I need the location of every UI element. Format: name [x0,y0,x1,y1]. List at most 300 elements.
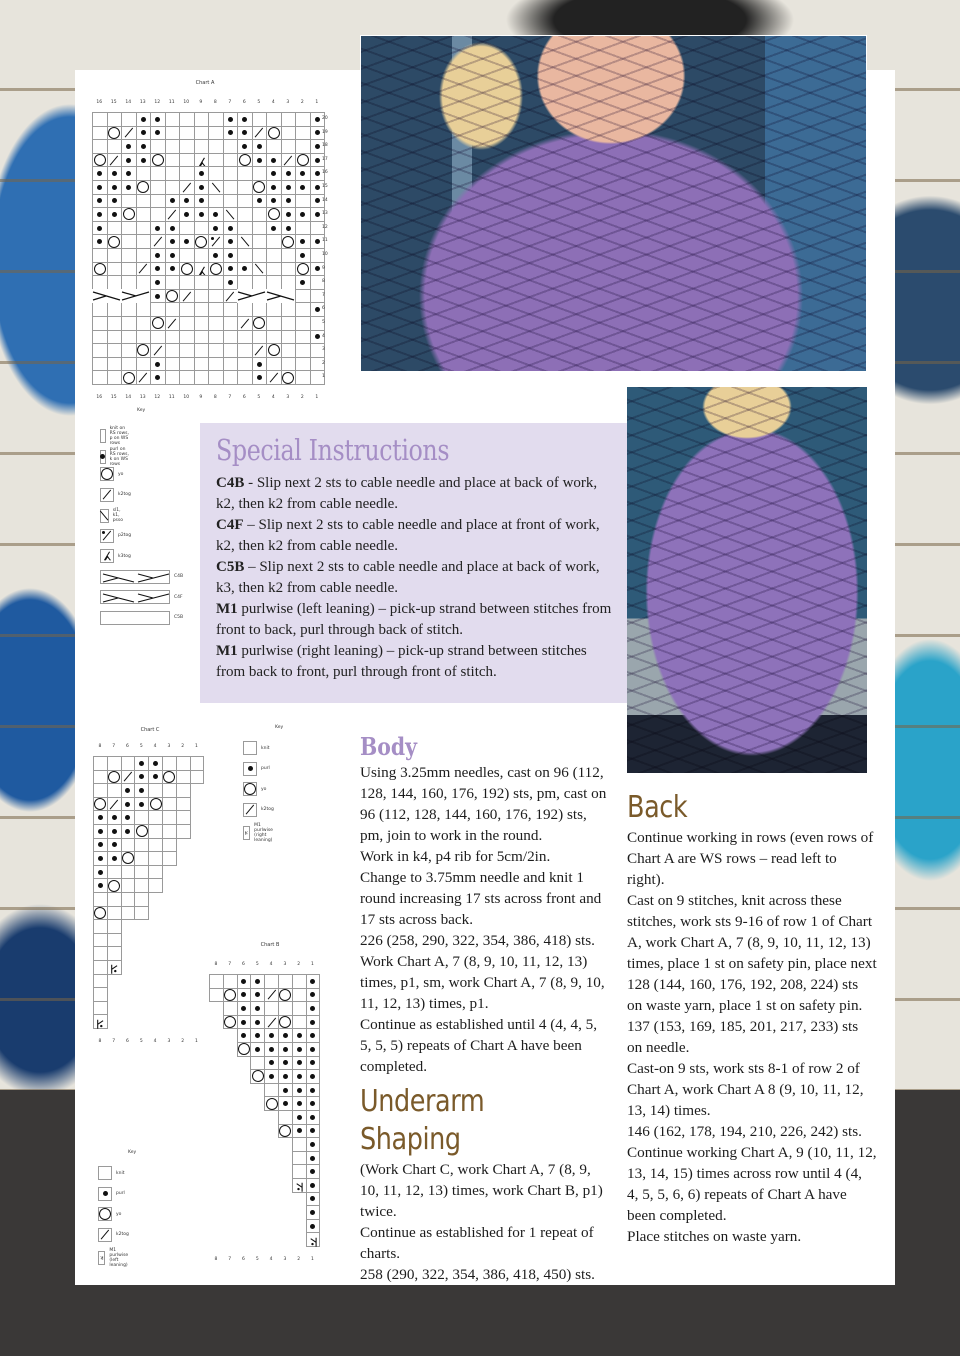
chart-cell [208,112,224,127]
chart-cell [208,153,224,168]
.-symbol-icon [293,1029,306,1042]
/-symbol-icon [99,1229,111,1241]
row-number: 3 [322,347,325,353]
purl-dot-icon [283,1088,288,1093]
chart-cell [165,166,181,181]
yarn-over-icon [238,1043,250,1055]
purl-dot-icon [125,788,130,793]
key-item [100,488,131,502]
paragraph: Continue as established for 1 repeat of charts. [360,1224,594,1262]
chart-cell [264,974,279,989]
chart-cell [237,988,252,1003]
key-label: purl on RS rows, k on WS rows [109,446,129,467]
purl-dot-icon [300,185,305,190]
column-number: 3 [286,100,290,105]
chart-cell [121,180,137,195]
o-symbol-icon [108,235,122,248]
column-number: 2 [181,1039,185,1044]
chart-cell [250,974,265,989]
purl-dot-icon [211,237,214,240]
.-symbol-icon [251,1002,264,1015]
chart-cell [223,343,239,358]
.-symbol-icon [224,222,238,235]
o-symbol-icon [267,208,281,221]
purl-dot-icon [97,212,102,217]
key-label: yo [116,1211,122,1217]
chart-cell [266,275,282,290]
/-symbol-icon [137,263,151,276]
instruction-text: – Slip next 2 sts to cable needle and place at back of work, k3, then k2 from cable needle. [216,559,600,596]
chart-cell [92,370,108,385]
o-symbol-icon [122,371,136,384]
chart-cell [121,207,137,222]
o-symbol-icon [151,317,165,330]
chart-cell [136,112,152,127]
purl-dot-icon [269,1074,274,1079]
chart-cell [121,783,136,798]
yarn-over-icon [152,154,164,166]
chart-cell [208,357,224,372]
purl-dot-icon [112,842,117,847]
.-symbol-icon [296,167,310,180]
key-item [243,782,266,796]
chart-cell [208,234,224,249]
chart-cell [295,248,311,263]
instruction-term: C4B [216,475,245,491]
purl-dot-icon [228,253,233,258]
purl-dot-icon [310,1006,315,1011]
chart-cell [121,302,137,317]
chart-cell [295,166,311,181]
chart-cell [278,1069,293,1084]
chart-cell [250,1069,265,1084]
purl-dot-icon [283,1074,288,1079]
chart-cell [266,302,282,317]
chart-c-column-numbers-top [93,744,203,749]
chart-cell [162,824,177,839]
chart-c-title: Chart C [140,727,160,733]
purl-dot-icon [170,226,175,231]
.-symbol-icon [253,195,267,208]
key-symbol-box [243,762,257,776]
.-symbol-icon [282,222,296,235]
chart-cell [162,838,177,853]
chart-cell [237,139,253,154]
column-number: 6 [242,100,246,105]
column-number: 8 [98,744,102,749]
.-symbol-icon [99,1188,111,1200]
/-symbol-icon [166,208,180,221]
o-symbol-icon [279,1016,292,1029]
key-symbol-box [98,1228,112,1242]
chart-cell [266,330,282,345]
yarn-over-icon [297,263,309,275]
chart-cell [93,892,108,907]
.-symbol-icon [279,1097,292,1110]
chart-cell [107,234,123,249]
chart-cell [281,112,297,127]
purl-dot-icon [126,185,131,190]
chart-cell [92,316,108,331]
chart-cell [237,1028,252,1043]
purl-dot-icon [315,117,320,122]
chart-cell [107,302,123,317]
.-symbol-icon [151,358,165,371]
chart-cell [252,330,268,345]
/-symbol-icon [282,154,296,167]
.-symbol-icon [151,127,165,140]
chart-cell [179,343,195,358]
chart-cell [208,194,224,209]
chart-cell [93,865,108,880]
chart-cell [306,1096,321,1111]
chart-cell [250,1028,265,1043]
/-symbol-icon [151,344,165,357]
chart-cell [292,1110,307,1125]
chart-cell [281,180,297,195]
k2tog-slash-icon [139,373,148,383]
.-symbol-icon [224,249,238,262]
chart-cell [107,810,122,825]
k2tog-slash-icon [255,128,264,138]
purl-dot-icon [184,212,189,217]
purl-dot-icon [126,144,131,149]
purl-dot-icon [141,130,146,135]
column-number: 4 [153,1039,157,1044]
chart-cell [223,207,239,222]
chart-cell [208,302,224,317]
ssk-slash-icon [100,511,109,521]
chart-cell [148,838,163,853]
purl-dot-icon [228,266,233,271]
chart-cell [179,275,195,290]
chart-cell [93,783,108,798]
chart-cell [92,139,108,154]
.-symbol-icon [307,1193,320,1206]
key-item [100,611,183,625]
.-symbol-icon [108,852,121,865]
column-number: 8 [98,1039,102,1044]
purl-dot-icon [297,1115,302,1120]
chart-cell [252,112,268,127]
/-symbol-icon [108,798,121,811]
chart-cell [266,316,282,331]
column-number: 1 [311,1257,314,1262]
purl-dot-icon [310,1074,315,1079]
chart-cell [237,153,253,168]
chart-cell [266,370,282,385]
paragraph: Cast-on 9 sts, work sts 8-1 of row 2 of Chart A, work Chart A 8 (9, 10, 11, 12, 13, 14) times. [627,1060,864,1119]
chart-cell [92,248,108,263]
chart-cell [150,112,166,127]
yarn-over-icon [101,468,113,480]
chart-cell [107,960,122,975]
chart-cell [136,126,152,141]
chart-cell [165,275,181,290]
key-symbol-box [243,782,257,796]
column-number: 1 [195,1039,198,1044]
chart-cell [306,1015,321,1030]
chart-cell [148,851,163,866]
chart-cell [237,302,253,317]
.-symbol-icon [267,167,281,180]
chart-cell [165,180,181,195]
key-label: knit [116,1170,125,1176]
o-symbol-icon [99,1208,111,1220]
chart-cell [92,357,108,372]
paragraph: Change to 3.75mm needle and knit 1 round increasing 17 sts across front and 17 sts across back. [360,869,602,928]
chart-cell [264,1042,279,1057]
chart-cell [134,865,149,880]
chart-cell [165,221,181,236]
purl-dot-icon [155,375,160,380]
key-item [243,823,280,843]
column-number: 6 [126,1039,129,1044]
chart-cell [194,357,210,372]
.-symbol-icon [135,771,148,784]
chart-a-column-numbers-bottom [92,395,324,400]
key-symbol-box [100,611,170,625]
chart-cell [223,262,239,277]
chart-cell [134,878,149,893]
yarn-over-icon [268,344,280,356]
key-label: yo [118,471,124,477]
photo-sweater-front [360,35,867,372]
purl-dot-icon [100,454,105,459]
k2tog-slash-icon [153,237,162,247]
chart-cell [208,180,224,195]
column-number: 2 [297,962,301,967]
k2tog-slash-icon [168,318,177,328]
.-symbol-icon [293,1125,306,1138]
paragraph: 226 (258, 290, 322, 354, 386, 418) sts. [360,932,595,949]
purl-dot-icon [315,212,320,217]
column-number: 1 [315,100,319,105]
special-instruction-item [216,641,613,683]
chart-cell [281,207,297,222]
.-symbol-icon [94,839,107,852]
photo-sweater-back [627,387,867,773]
chart-cell [134,851,149,866]
chart-cell [121,194,137,209]
chart-cell [295,221,311,236]
chart-cell [295,207,311,222]
chart-a-column-numbers-top [92,100,324,105]
key-symbol-box [98,1251,105,1265]
.-symbol-icon [307,975,320,988]
o-symbol-icon [282,371,296,384]
chart-cell [252,126,268,141]
chart-cell [136,330,152,345]
chart-cell [252,139,268,154]
chart-cell [208,166,224,181]
chart-cell [107,878,122,893]
.-symbol-icon [166,235,180,248]
chart-cell [107,112,123,127]
.-symbol-icon [108,811,121,824]
chart-cell [165,112,181,127]
.-symbol-icon [135,798,148,811]
chart-cell [208,207,224,222]
row-number: 8 [322,279,325,285]
purl-dot-icon [98,870,103,875]
.-symbol-icon [307,1084,320,1097]
chart-cell [237,974,252,989]
chart-cell [121,153,137,168]
column-number: 1 [195,744,198,749]
chart-cell [223,234,239,249]
paragraph: Continue working Chart A, 9 (10, 11, 12, 13, 14, 15) times across row until 4 (4, 4, 5, 5, 6, 6) repeats of Chart A have been completed. [627,1144,877,1224]
column-number: 8 [213,100,217,105]
chart-cell [107,756,122,771]
.-symbol-icon [151,113,165,126]
/-symbol-icon [267,371,281,384]
chart-cell [136,166,152,181]
chart-cell [150,275,166,290]
chart-cell [223,316,239,331]
chart-cell [121,892,136,907]
lace-texture [627,387,867,773]
chart-cell [223,166,239,181]
o-symbol-icon [101,468,113,480]
column-number: 14 [125,395,132,400]
chart-cell [148,878,163,893]
chart-cell [148,810,163,825]
chart-cell [306,1178,321,1193]
k3tog-icon [195,263,209,276]
o-symbol-icon [108,127,122,140]
chart-cell [150,126,166,141]
.-symbol-icon [251,1016,264,1029]
purl-dot-icon [155,226,160,231]
purl-dot-icon [310,979,315,984]
key-item [98,1166,124,1180]
m1-right-icon [244,827,249,839]
purl-dot-icon [269,1047,274,1052]
.-symbol-icon [293,1097,306,1110]
purl-dot-icon [228,117,233,122]
column-number: 15 [110,395,117,400]
row-number: 4 [322,333,325,339]
chart-cell [165,302,181,317]
chart-cell [107,851,122,866]
purl-dot-icon [184,198,189,203]
column-number: 6 [242,962,245,967]
purl-dot-icon [139,774,144,779]
key-title: Key [275,725,284,730]
chart-cell [93,974,108,989]
.-symbol-icon [93,195,107,208]
key-item [243,741,269,755]
purl-dot-icon [315,144,320,149]
chart-cell [292,1042,307,1057]
chart-cell [148,770,163,785]
o-symbol-icon [267,344,281,357]
/-symbol-icon [137,371,151,384]
chart-cell [306,1219,321,1234]
chart-cell [252,275,268,290]
purl-dot-icon [255,992,260,997]
\-symbol-icon [224,208,238,221]
chart-cell [223,126,239,141]
k2tog-slash-icon [139,264,148,274]
chart-cell [165,207,181,222]
/-symbol-icon [122,127,136,140]
yarn-over-icon [297,154,309,166]
key-item [100,447,130,467]
purl-dot-icon [315,266,320,271]
chart-a-row-numbers [322,112,328,384]
special-instructions-list [216,473,613,683]
chart-cell [107,262,123,277]
purl-dot-icon [112,829,117,834]
chart-cell [150,262,166,277]
purl-dot-icon [213,253,218,258]
chart-cell [295,343,311,358]
special-instructions-panel [200,423,627,703]
chart-cell [295,357,311,372]
purl-dot-icon [98,883,103,888]
key-label: knit [261,745,270,751]
key-symbol-box [98,1166,112,1180]
chart-cell [150,194,166,209]
.-symbol-icon [166,249,180,262]
chart-cell [250,1015,265,1030]
o-symbol-icon [94,798,107,811]
chart-cell [209,974,224,989]
key-label: M1 purlwise (left leaning) [109,1248,129,1268]
column-number: 2 [300,395,304,400]
chart-cell [165,194,181,209]
.-symbol-icon [307,1111,320,1124]
chart-cell [281,316,297,331]
yarn-over-icon [152,317,164,329]
column-number: 16 [96,100,103,105]
chart-cell [121,343,137,358]
purl-dot-icon [300,212,305,217]
chart-cell [237,330,253,345]
chart-cell [194,248,210,263]
.-symbol-icon [267,222,281,235]
column-number: 13 [139,100,146,105]
column-number: 8 [213,395,217,400]
yarn-over-icon [253,317,265,329]
key-item [98,1228,129,1242]
k3tog-icon [101,550,113,562]
chart-cell [281,343,297,358]
chart-cell [107,370,123,385]
purl-dot-icon [297,1074,302,1079]
purl-dot-icon [283,1033,288,1038]
key-title: Key [137,408,146,413]
.-symbol-icon [253,140,267,153]
.-symbol-icon [137,154,151,167]
chart-cell [194,262,210,277]
chart-cell [107,194,123,209]
purl-dot-icon [112,198,117,203]
key-label: yo [261,786,267,792]
k2tog-slash-icon [182,182,191,192]
chart-cell [134,756,149,771]
purl-dot-icon [300,253,305,258]
m1-left-icon [293,1179,306,1192]
.-symbol-icon [279,1084,292,1097]
yarn-over-icon [252,1070,264,1082]
chart-cell [93,797,108,812]
chart-cell [295,316,311,331]
.-symbol-icon [307,1125,320,1138]
purl-dot-icon [141,158,146,163]
